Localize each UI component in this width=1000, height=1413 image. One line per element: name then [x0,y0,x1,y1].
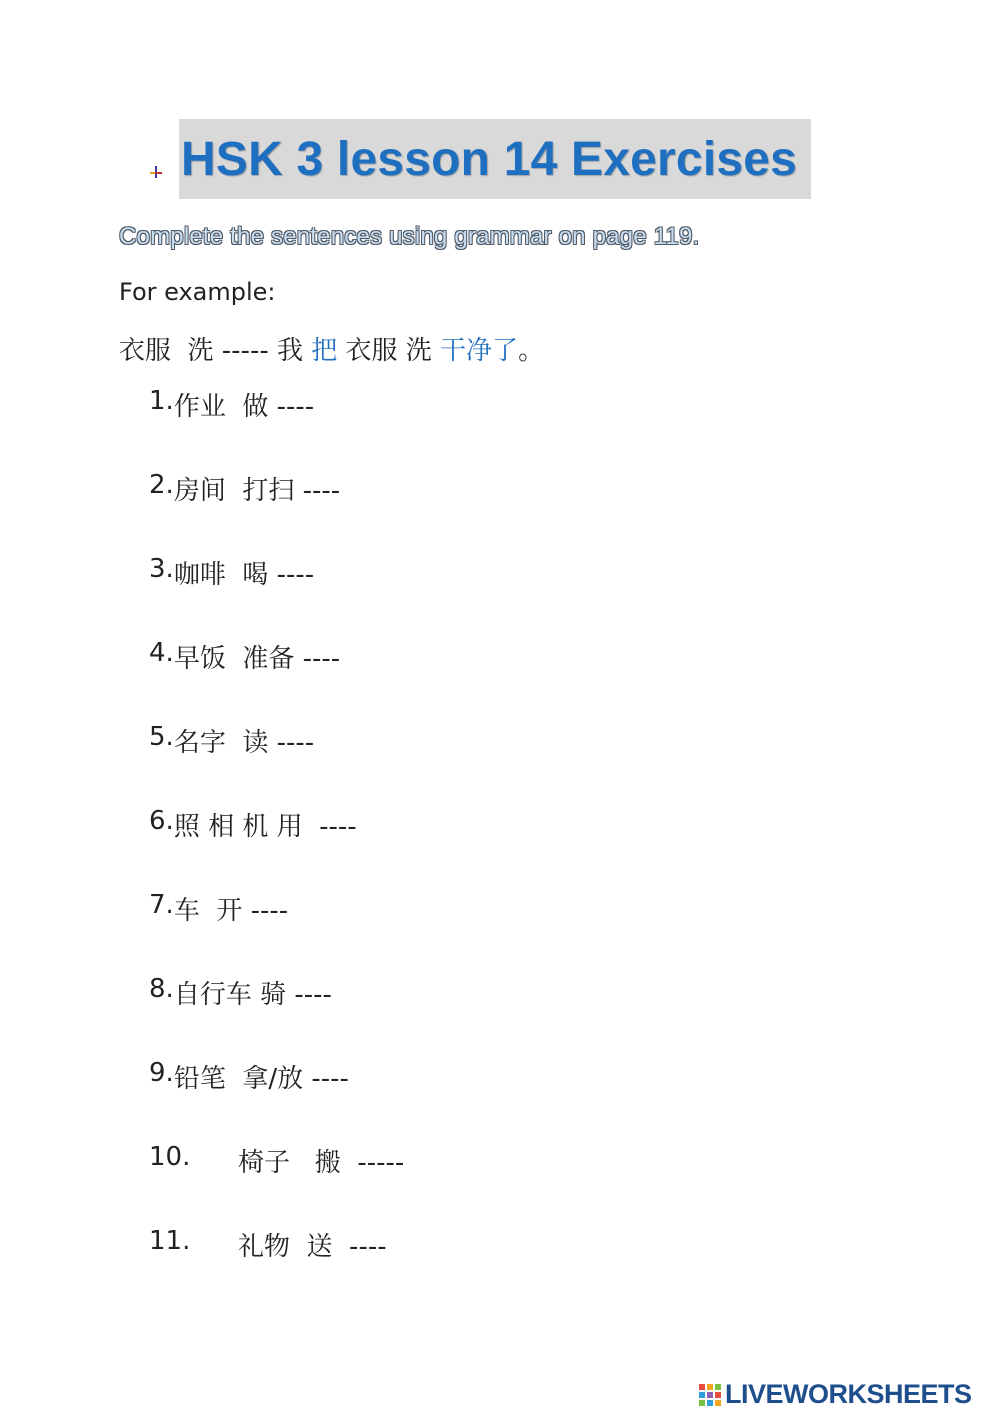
exercise-item [149,806,404,890]
example-result: 干净了 [440,336,519,366]
exercise-number: 2. [149,470,174,500]
instructions: Complete the sentences using grammar on page 119. [119,223,700,250]
exercise-number: 7. [149,890,174,920]
exercise-number: 11. [149,1226,191,1256]
liveworksheets-logo [698,1379,972,1410]
exercise-text: 椅子 搬 ----- [238,1148,405,1178]
exercise-text: 自行车 骑 ---- [173,980,332,1010]
example-sentence [119,330,544,367]
example-prompt: 衣服 洗 ----- 我 [119,336,303,366]
exercise-number: 1. [149,386,174,416]
exercise-text: 早饭 准备 ---- [173,644,341,674]
example-key-word: 把 [311,336,338,366]
exercise-item [149,638,404,722]
exercise-number: 5. [149,722,174,752]
exercise-item [149,386,404,470]
exercise-text: 名字 读 ---- [173,728,315,758]
example-middle: 衣服 洗 [337,336,441,366]
exercise-text: 咖啡 喝 ---- [173,560,315,590]
exercise-number: 10. [149,1142,191,1172]
example-intro: For example: [119,278,276,306]
exercise-number: 3. [149,554,174,584]
exercise-number: 8. [149,974,174,1004]
exercise-list [149,386,404,1310]
exercise-text: 礼物 送 ---- [238,1232,387,1262]
page-title: HSK 3 lesson 14 Exercises [181,132,798,186]
exercise-text: 房间 打扫 ---- [173,476,341,506]
logo-text: LIVEWORKSHEETS [725,1379,972,1409]
exercise-text: 车 开 ---- [173,896,289,926]
exercise-item [149,554,404,638]
exercise-item [149,722,404,806]
exercise-item [149,1058,404,1142]
exercise-number: 6. [149,806,174,836]
exercise-text: 作业 做 ---- [173,392,315,422]
exercise-item [149,1226,404,1310]
exercise-item [149,1142,404,1226]
exercise-item [149,470,404,554]
example-end: 。 [518,336,545,366]
liveworksheets-logo-icon [698,1383,722,1407]
exercise-text: 铅笔 拿/放 ---- [173,1064,349,1094]
title-highlight [179,119,811,199]
exercise-text: 照 相 机 用 ---- [173,812,357,842]
title-bullet-icon [148,164,164,180]
exercise-number: 9. [149,1058,174,1088]
exercise-number: 4. [149,638,174,668]
exercise-item [149,890,404,974]
exercise-item [149,974,404,1058]
